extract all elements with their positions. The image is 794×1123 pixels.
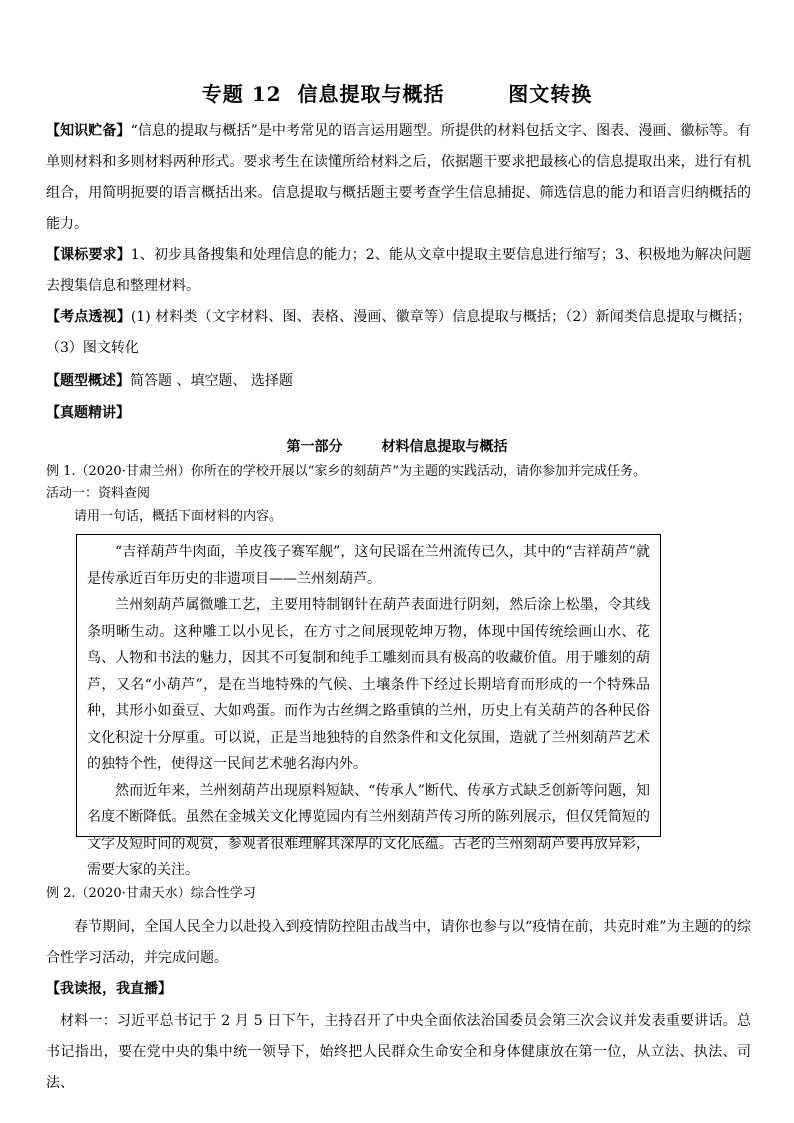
exam-label: 【真题精讲】 <box>46 405 130 421</box>
example1-heading: 例 1.（2020·甘肃兰州）你所在的学校开展以“家乡的刻葫芦”为主题的实践活动，请你参加并完成任务。 <box>46 464 647 479</box>
standard-text: 1、初步具备搜集和处理信息的能力；2、能从文章中提取主要信息进行缩写；3、积极地为解决问题去搜集信息和整理材料。 <box>46 247 751 294</box>
types-paragraph <box>46 366 751 397</box>
example2-material: 材料一：习近平总书记于 2 月 5 日下午，主持召开了中央全面依法治国委员会第三次会议并发表重要讲话。总书记指出，要在党中央的集中统一领导下，始终把人民群众生命安全和身体健康放在第一位，从立法、执法、司法、 <box>46 1013 751 1091</box>
example2-label: 【我读报，我直播】 <box>46 981 172 997</box>
types-text: 简答题 、填空题、 选择题 <box>130 373 293 389</box>
example1-activity: 活动一：资料查阅 <box>46 486 151 501</box>
material-paragraph: “吉祥葫芦牛肉面，羊皮筏子赛军舰”，这句民谣在兰州流传已久，其中的“吉祥葫芦”就是传承近百年历史的非遗项目——兰州刻葫芦。 <box>87 544 650 587</box>
points-paragraph <box>46 302 751 364</box>
points-label: 【考点透视】 <box>46 309 131 325</box>
types-label: 【题型概述】 <box>46 373 130 389</box>
standard-paragraph <box>46 240 751 302</box>
page-title: 专题 12 信息提取与概括 图文转换 <box>201 82 593 106</box>
points-text: (1) 材料类（文字材料、图、表格、漫画、徽章等）信息提取与概括；（2）新闻类信息提取与概括；（3）图文转化 <box>46 309 752 356</box>
example2-heading: 例 2.（2020·甘肃天水）综合性学习 <box>46 886 256 901</box>
example1-prompt: 请用一句话，概括下面材料的内容。 <box>74 509 283 524</box>
material-paragraph: 兰州刻葫芦属微雕工艺，主要用特制钢针在葫芦表面进行阴刻，然后涂上松墨，令其线条明晰生动。这种雕工以小见长，在方寸之间展现乾坤万物，体现中国传统绘画山水、花鸟、人物和书法的魅力，因其不可复制和纯手工雕刻而具有极高的收藏价值。用于雕刻的葫芦，又名“小葫芦”，是在当地特殊的气候、土壤条件下经过长期培育而形成的一个特殊品种，其形小如蚕豆、大如鸡蛋。而作为古丝绸之路重镇的兰州，历史上有关葫芦的各种民俗文化积淀十分厚重。可以说，正是当地独特的自然条件和文化氛围，造就了兰州刻葫芦艺术的独特个性，使得这一民间艺术驰名海内外。 <box>87 597 650 772</box>
knowledge-text: “信息的提取与概括”是中考常见的语言运用题型。所提供的材料包括文字、图表、漫画、徽标等。有单则材料和多则材料两种形式。要求考生在读懂所给材料之后，依据题干要求把最核心的信息提取出来，进行有机组合，用简明扼要的语言概括出来。信息提取与概括题主要考查学生信息捕捉、筛选信息的能力和语言归纳概括的能力。 <box>46 123 751 232</box>
standard-label: 【课标要求】 <box>46 247 131 263</box>
example2-intro: 春节期间，全国人民全力以赴投入到疫情防控阻击战当中，请你也参与以“疫情在前，共克时难”为主题的的综合性学习活动，并完成问题。 <box>46 919 751 966</box>
material-box <box>76 534 661 878</box>
knowledge-label: 【知识贮备】 <box>46 123 131 139</box>
knowledge-paragraph <box>46 116 751 240</box>
material-paragraph: 然而近年来，兰州刻葫芦出现原料短缺、“传承人”断代、传承方式缺乏创新等问题，知名度不断降低。虽然在金城关文化博览园内有兰州刻葫芦传习所的陈列展示，但仅凭简短的文字及短时间的观赏，参观者很难理解其深厚的文化底蕴。古老的兰州刻葫芦要再放异彩，需要大家的关注。 <box>87 782 650 878</box>
section-title: 第一部分 材料信息提取与概括 <box>286 439 508 455</box>
